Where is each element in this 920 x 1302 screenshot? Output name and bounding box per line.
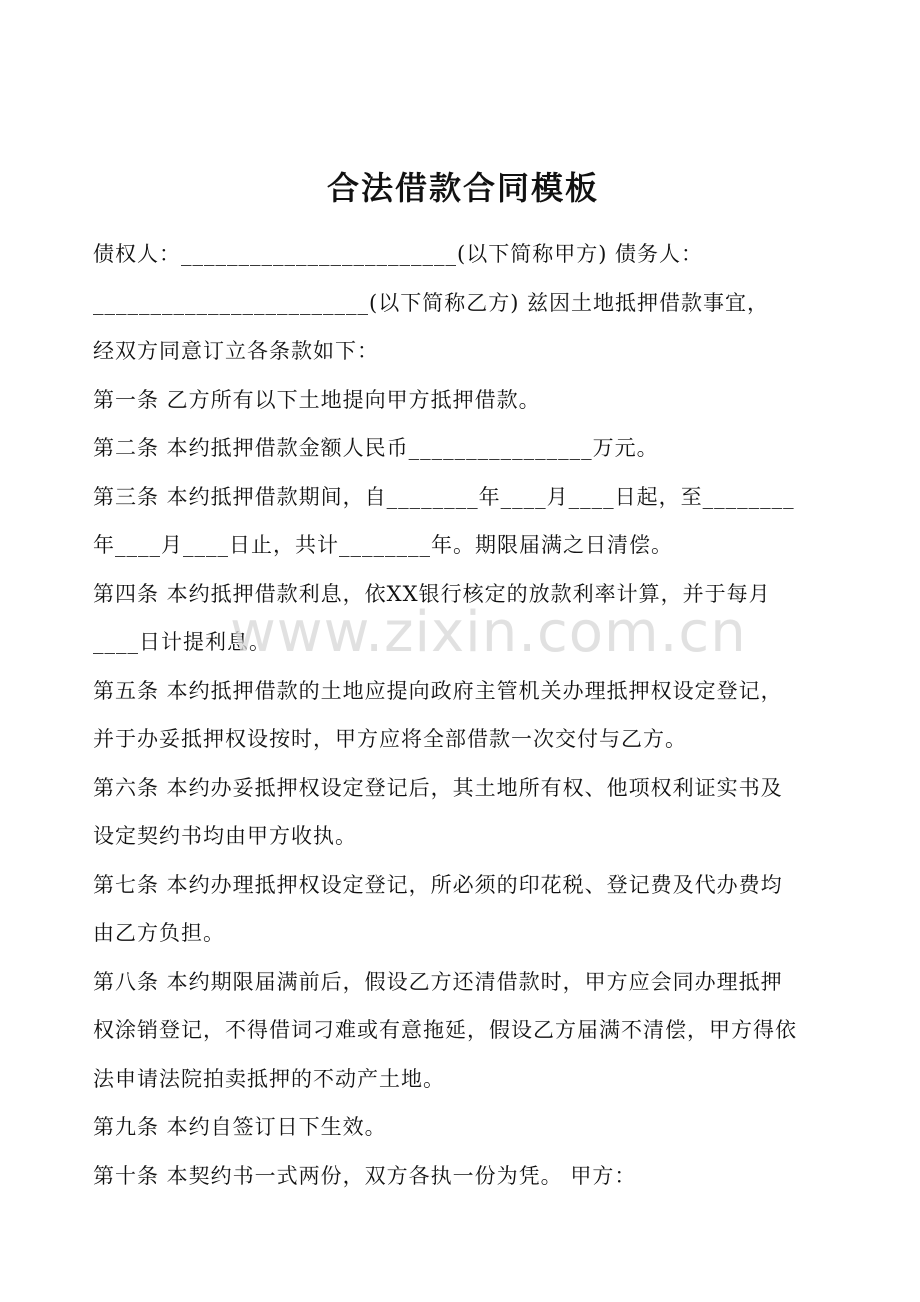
clause-6-continued: 设定契约书均由甲方收执。: [93, 824, 357, 848]
clause-7: 第七条 本约办理抵押权设定登记，所必须的印花税、登记费及代办费均: [93, 872, 783, 897]
clause-5: 第五条 本约抵押借款的土地应提向政府主管机关办理抵押权设定登记，: [93, 678, 783, 703]
clause-4: 第四条 本约抵押借款利息，依XX银行核定的放款利率计算，并于每月: [93, 581, 771, 606]
clause-3: 第三条 本约抵押借款期间，自________年____月____日起，至________: [93, 484, 795, 509]
clause-6: 第六条 本约办妥抵押权设定登记后，其土地所有权、他项权利证实书及: [93, 775, 783, 800]
clause-10: 第十条 本契约书一式两份，双方各执一份为凭。 甲方：: [93, 1163, 637, 1188]
document-body: [93, 160, 833, 1200]
text-line: 经双方同意订立各条款如下：: [93, 339, 379, 363]
clause-2: 第二条 本约抵押借款金额人民币________________万元。: [93, 436, 659, 460]
clause-1: 第一条 乙方所有以下土地提向甲方抵押借款。: [93, 387, 541, 412]
clause-8-continued: 权涂销登记，不得借词刁难或有意拖延，假设乙方届满不清偿，甲方得依: [93, 1018, 797, 1042]
clause-4-continued: ____日计提利息。: [93, 630, 271, 654]
clause-9: 第九条 本约自签订日下生效。: [93, 1115, 387, 1139]
clause-8-continued: 法申请法院拍卖抵押的不动产土地。: [93, 1066, 445, 1091]
document-title: 合法借款合同模板: [326, 169, 599, 207]
clause-5-continued: 并于办妥抵押权设按时，甲方应将全部借款一次交付与乙方。: [93, 727, 687, 751]
text-line: ________________________(以下简称乙方) 兹因土地抵押借款事宜，: [93, 290, 770, 315]
watermark-text: www.zixin.com.cn: [230, 600, 747, 665]
clause-3-continued: 年____月____日止，共计________年。期限届满之日清偿。: [93, 533, 673, 557]
text-line: 债权人：________________________(以下简称甲方) 债务人：: [93, 242, 704, 266]
clause-7-continued: 由乙方负担。: [93, 921, 225, 945]
clause-8: 第八条 本约期限届满前后，假设乙方还清借款时，甲方应会同办理抵押: [93, 969, 783, 994]
